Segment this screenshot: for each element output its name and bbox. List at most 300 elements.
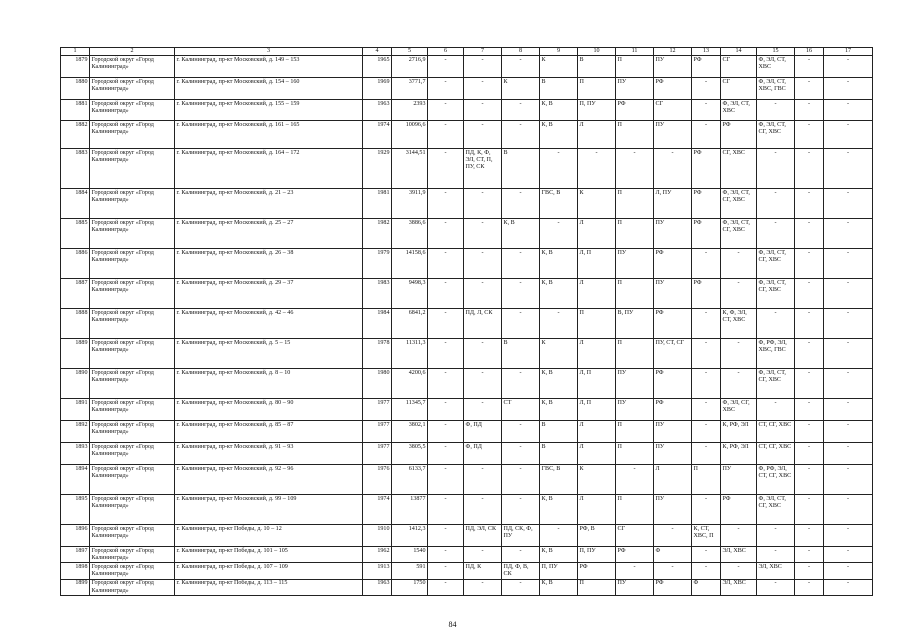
table-cell: - <box>464 219 502 249</box>
table-cell: Городской округ «Город Калининград» <box>90 525 175 547</box>
table-cell: Городской округ «Город Калининград» <box>90 547 175 563</box>
table-cell: - <box>692 495 721 525</box>
table-cell: г. Калининград, пр-кт Московский, д. 25 – 27 <box>175 219 363 249</box>
table-cell: - <box>464 399 502 421</box>
table-cell: - <box>502 495 540 525</box>
table-cell: - <box>757 309 795 339</box>
table-cell: ПУ <box>654 279 692 309</box>
table-cell: ПД, Ф, В, СК <box>502 563 540 579</box>
table-cell: - <box>540 309 578 339</box>
table-row <box>61 563 873 579</box>
table-cell: - <box>795 78 824 100</box>
table-cell: - <box>692 249 721 279</box>
table-cell: Городской округ «Город Калининград» <box>90 249 175 279</box>
table-cell: 1974 <box>363 495 392 525</box>
table-cell: - <box>824 56 873 78</box>
table-cell: 1897 <box>61 547 90 563</box>
table-row <box>61 249 873 279</box>
table-cell: 3886,6 <box>392 219 428 249</box>
table-cell: - <box>692 421 721 443</box>
table-cell: - <box>502 121 540 149</box>
table-cell: 1880 <box>61 78 90 100</box>
table-cell: 1978 <box>363 339 392 369</box>
table-cell: Л <box>578 443 616 465</box>
table-cell: 11345,7 <box>392 399 428 421</box>
table-cell: 1965 <box>363 56 392 78</box>
table-cell: - <box>795 279 824 309</box>
table-cell: - <box>616 149 654 189</box>
table-cell: СТ <box>502 399 540 421</box>
table-cell: - <box>502 465 540 495</box>
table-cell: Л, П <box>578 249 616 279</box>
table-cell: - <box>464 100 502 121</box>
table-cell: 1895 <box>61 495 90 525</box>
table-row <box>61 421 873 443</box>
table-cell: Городской округ «Город Калининград» <box>90 219 175 249</box>
table-cell: - <box>616 465 654 495</box>
table-cell: 1984 <box>363 309 392 339</box>
table-cell: Ф, ЭЛ, СТ, СГ, ХВС <box>757 495 795 525</box>
table-cell: 1969 <box>363 78 392 100</box>
table-cell: ПД, ЭЛ, СК <box>464 525 502 547</box>
table-cell: - <box>464 465 502 495</box>
table-cell: - <box>692 399 721 421</box>
table-cell: К, В <box>540 369 578 399</box>
table-cell: 1981 <box>363 189 392 219</box>
table-cell: СГ <box>616 525 654 547</box>
table-cell: - <box>428 309 464 339</box>
table-cell: 1884 <box>61 189 90 219</box>
table-cell: 1891 <box>61 399 90 421</box>
table-row <box>61 149 873 189</box>
table-cell: - <box>795 421 824 443</box>
table-cell: В <box>540 443 578 465</box>
table-cell: СГ, ХВС <box>721 149 757 189</box>
table-cell: - <box>654 563 692 579</box>
table-cell: Л <box>578 279 616 309</box>
table-cell: - <box>721 525 757 547</box>
table-cell: СГ <box>721 56 757 78</box>
table-cell: П <box>616 279 654 309</box>
table-cell: - <box>428 525 464 547</box>
table-cell: К <box>578 189 616 219</box>
table-cell: Ф, ЭЛ, СТ, СГ, ХВС <box>757 249 795 279</box>
table-cell: Ф, ЭЛ, СТ, ХВС <box>757 56 795 78</box>
table-cell: ГВС, В <box>540 189 578 219</box>
table-cell: - <box>795 495 824 525</box>
table-cell: 1976 <box>363 465 392 495</box>
table-cell: - <box>616 563 654 579</box>
table-cell: К, В <box>540 100 578 121</box>
table-cell: 1899 <box>61 579 90 595</box>
table-cell: Городской округ «Город Калининград» <box>90 369 175 399</box>
table-cell: ЭЛ, ХВС <box>721 547 757 563</box>
table-cell: 1982 <box>363 219 392 249</box>
table-cell: - <box>502 579 540 595</box>
table-cell: - <box>795 219 824 249</box>
table-cell: РФ <box>616 100 654 121</box>
table-cell: 1974 <box>363 121 392 149</box>
table-cell: - <box>757 547 795 563</box>
table-cell: ЭЛ, ХВС <box>721 579 757 595</box>
table-cell: г. Калининград, пр-кт Московский, д. 164 – 172 <box>175 149 363 189</box>
table-cell: - <box>464 495 502 525</box>
table-cell: - <box>428 547 464 563</box>
table-cell: 1892 <box>61 421 90 443</box>
table-cell: Л, ПУ <box>654 189 692 219</box>
table-cell: - <box>795 465 824 495</box>
table-cell: 1977 <box>363 443 392 465</box>
table-cell: - <box>428 249 464 279</box>
table-cell: - <box>428 100 464 121</box>
table-cell: - <box>824 121 873 149</box>
table-cell: - <box>428 579 464 595</box>
table-cell: П, ПУ <box>578 100 616 121</box>
table-cell: 3802,1 <box>392 421 428 443</box>
table-cell: СГ <box>654 100 692 121</box>
table-cell: - <box>757 579 795 595</box>
table-cell: 3805,5 <box>392 443 428 465</box>
table-cell: 3911,9 <box>392 189 428 219</box>
table-cell: - <box>824 399 873 421</box>
table-cell: К, РФ, ЭЛ <box>721 443 757 465</box>
table-cell: 1898 <box>61 563 90 579</box>
table-cell: - <box>428 279 464 309</box>
table-cell: Л, П <box>578 399 616 421</box>
table-cell: - <box>795 100 824 121</box>
table-cell: г. Калининград, пр-кт Московский, д. 149 – 153 <box>175 56 363 78</box>
table-cell: - <box>502 249 540 279</box>
table-row <box>61 339 873 369</box>
table-cell: - <box>757 189 795 219</box>
table-cell: 1881 <box>61 100 90 121</box>
table-cell: - <box>692 100 721 121</box>
table-cell: г. Калининград, пр-кт Московский, д. 21 – 23 <box>175 189 363 219</box>
table-row <box>61 56 873 78</box>
table-cell: К, В <box>540 121 578 149</box>
table-cell: - <box>757 149 795 189</box>
table-cell: 1894 <box>61 465 90 495</box>
table-cell: - <box>824 249 873 279</box>
table-cell: - <box>824 525 873 547</box>
column-header: 4 <box>363 48 392 56</box>
table-cell: 9498,3 <box>392 279 428 309</box>
table-cell: 1983 <box>363 279 392 309</box>
table-cell: г. Калининград, пр-кт Московский, д. 42 – 46 <box>175 309 363 339</box>
table-cell: РФ <box>692 56 721 78</box>
table-row <box>61 495 873 525</box>
table-cell: П <box>578 78 616 100</box>
table-cell: П <box>616 443 654 465</box>
table-cell: ПУ <box>616 579 654 595</box>
table-cell: - <box>502 309 540 339</box>
table-cell: - <box>824 443 873 465</box>
table-cell: Ф, ЭЛ, СТ, ХВС <box>721 100 757 121</box>
table-cell: - <box>428 56 464 78</box>
column-header: 7 <box>464 48 502 56</box>
table-cell: г. Калининград, пр-кт Победы, д. 113 – 115 <box>175 579 363 595</box>
table-cell: 591 <box>392 563 428 579</box>
table-cell: ПД, СК, Ф, ПУ <box>502 525 540 547</box>
table-cell: г. Калининград, пр-кт Московский, д. 29 – 37 <box>175 279 363 309</box>
table-cell: РФ <box>721 121 757 149</box>
table-cell: - <box>428 121 464 149</box>
table-cell: К, В <box>540 249 578 279</box>
table-cell: ГВС, В <box>540 465 578 495</box>
table-cell: - <box>795 189 824 219</box>
table-cell: СТ, СГ, ХВС <box>757 443 795 465</box>
table-cell: г. Калининград, пр-кт Московский, д. 155 – 159 <box>175 100 363 121</box>
table-cell: Ф <box>654 547 692 563</box>
table-cell: В <box>502 339 540 369</box>
table-cell: - <box>464 249 502 279</box>
table-row <box>61 279 873 309</box>
table-cell: - <box>795 121 824 149</box>
table-cell: - <box>824 309 873 339</box>
table-cell: В <box>540 78 578 100</box>
table-cell: 1980 <box>363 369 392 399</box>
table-cell: Городской округ «Город Калининград» <box>90 279 175 309</box>
table-cell: К <box>540 339 578 369</box>
table-cell: г. Калининград, пр-кт Московский, д. 85 – 87 <box>175 421 363 443</box>
table-cell: П, ПУ <box>540 563 578 579</box>
column-header: 15 <box>757 48 795 56</box>
table-cell: - <box>502 56 540 78</box>
table-cell: - <box>757 399 795 421</box>
table-row <box>61 309 873 339</box>
table-cell: 1977 <box>363 421 392 443</box>
table-cell: 4200,6 <box>392 369 428 399</box>
table-cell: В <box>540 421 578 443</box>
table-cell: РФ <box>654 399 692 421</box>
table-cell: 1963 <box>363 100 392 121</box>
table-cell: 1750 <box>392 579 428 595</box>
table-cell: - <box>502 279 540 309</box>
table-cell: 1540 <box>392 547 428 563</box>
table-cell: Ф <box>692 579 721 595</box>
table-cell: ПУ <box>616 249 654 279</box>
table-cell: - <box>502 369 540 399</box>
table-cell: К <box>502 78 540 100</box>
table-cell: ПУ <box>654 56 692 78</box>
table-cell: К, В <box>540 579 578 595</box>
table-cell: - <box>721 339 757 369</box>
table-cell: ПУ <box>654 421 692 443</box>
column-header: 2 <box>90 48 175 56</box>
table-cell: - <box>540 149 578 189</box>
table-cell: - <box>795 249 824 279</box>
table-cell: - <box>757 525 795 547</box>
table-row <box>61 465 873 495</box>
table-cell: ПУ <box>654 219 692 249</box>
table-cell: К, В <box>502 219 540 249</box>
table-cell: СТ, СГ, ХВС <box>757 421 795 443</box>
table-cell: Л <box>578 121 616 149</box>
table-cell: - <box>692 121 721 149</box>
table-cell: - <box>502 443 540 465</box>
table-cell: - <box>502 547 540 563</box>
table-cell: - <box>824 219 873 249</box>
table-cell: СГ <box>721 78 757 100</box>
table-row <box>61 399 873 421</box>
table-row <box>61 547 873 563</box>
table-cell: - <box>428 339 464 369</box>
table-cell: 6841,2 <box>392 309 428 339</box>
column-header: 17 <box>824 48 873 56</box>
table-cell: П <box>692 465 721 495</box>
table-cell: г. Калининград, пр-кт Московский, д. 99 – 109 <box>175 495 363 525</box>
table-cell: Л <box>578 339 616 369</box>
table-cell: - <box>692 339 721 369</box>
table-cell: - <box>428 563 464 579</box>
column-header: 11 <box>616 48 654 56</box>
table-cell: 1913 <box>363 563 392 579</box>
table-cell: - <box>824 495 873 525</box>
table-cell: - <box>428 189 464 219</box>
table-row <box>61 525 873 547</box>
table-cell: - <box>824 547 873 563</box>
table-cell: ПД, Л, СК <box>464 309 502 339</box>
table-cell: К, РФ, ЭЛ <box>721 421 757 443</box>
table-cell: Городской округ «Город Калининград» <box>90 579 175 595</box>
column-header: 6 <box>428 48 464 56</box>
table-cell: П <box>616 121 654 149</box>
table-cell: - <box>795 399 824 421</box>
table-cell: 11311,3 <box>392 339 428 369</box>
table-cell: РФ <box>654 579 692 595</box>
table-cell: - <box>692 563 721 579</box>
table-cell: - <box>428 149 464 189</box>
table-cell: - <box>824 100 873 121</box>
table-cell: Ф, ЭЛ, СТ, СГ, ХВС <box>757 121 795 149</box>
table-cell: - <box>824 279 873 309</box>
table-cell: - <box>721 369 757 399</box>
table-cell: 1979 <box>363 249 392 279</box>
table-cell: РФ, В <box>578 525 616 547</box>
table-cell: Л <box>654 465 692 495</box>
table-cell: - <box>795 369 824 399</box>
table-cell: К <box>578 465 616 495</box>
table-cell: Ф, РФ, ЭЛ, ХВС, ГВС <box>757 339 795 369</box>
table-cell: П <box>616 495 654 525</box>
table-cell: ПУ <box>721 465 757 495</box>
table-row <box>61 369 873 399</box>
table-cell: - <box>795 309 824 339</box>
table-cell: - <box>428 219 464 249</box>
table-cell: П <box>578 309 616 339</box>
table-cell: г. Калининград, пр-кт Победы, д. 101 – 105 <box>175 547 363 563</box>
table-cell: П <box>616 339 654 369</box>
table-cell: РФ <box>692 189 721 219</box>
table-cell: Ф, РФ, ЭЛ, СТ, СГ, ХВС <box>757 465 795 495</box>
table-cell: - <box>464 547 502 563</box>
table-cell: П <box>616 189 654 219</box>
table-cell: РФ <box>654 369 692 399</box>
table-cell: - <box>654 525 692 547</box>
table-cell: ПУ <box>654 443 692 465</box>
table-cell: 10096,6 <box>392 121 428 149</box>
table-cell: РФ <box>692 279 721 309</box>
table-cell: П <box>616 56 654 78</box>
table-cell: - <box>428 399 464 421</box>
table-cell: К, В <box>540 279 578 309</box>
table-cell: 1887 <box>61 279 90 309</box>
table-cell: г. Калининград, пр-кт Победы, д. 10 – 12 <box>175 525 363 547</box>
table-cell: - <box>692 443 721 465</box>
table-cell: - <box>824 149 873 189</box>
table-cell: ЭЛ, ХВС <box>757 563 795 579</box>
table-cell: 1977 <box>363 399 392 421</box>
table-cell: Городской округ «Город Калининград» <box>90 339 175 369</box>
table-cell: 1885 <box>61 219 90 249</box>
table-cell: - <box>428 421 464 443</box>
table-cell: Ф, ПД <box>464 443 502 465</box>
table-cell: П <box>616 219 654 249</box>
table-cell: Ф, ПД <box>464 421 502 443</box>
column-header: 12 <box>654 48 692 56</box>
table-cell: Ф, ЭЛ, СГ, ХВС <box>721 399 757 421</box>
table-cell: - <box>654 149 692 189</box>
table-cell: 14158,6 <box>392 249 428 279</box>
table-cell: 6133,7 <box>392 465 428 495</box>
table-row <box>61 579 873 595</box>
table-cell: П <box>578 579 616 595</box>
column-header: 14 <box>721 48 757 56</box>
table-cell: 1883 <box>61 149 90 189</box>
table-cell: Городской округ «Город Калининград» <box>90 100 175 121</box>
table-row <box>61 443 873 465</box>
table-cell: - <box>721 563 757 579</box>
housing-register-table <box>60 47 873 596</box>
table-cell: Городской округ «Город Калининград» <box>90 56 175 78</box>
table-cell: Ф, ЭЛ, СТ, СГ, ХВС <box>721 219 757 249</box>
table-cell: - <box>502 189 540 219</box>
table-cell: - <box>464 279 502 309</box>
table-cell: РФ <box>616 547 654 563</box>
table-cell: РФ <box>654 78 692 100</box>
table-cell: Ф, ЭЛ, СТ, ХВС, ГВС <box>757 78 795 100</box>
table-cell: - <box>795 579 824 595</box>
table-cell: Ф, ЭЛ, СТ, СГ, ХВС <box>757 369 795 399</box>
column-header: 13 <box>692 48 721 56</box>
table-cell: Л <box>578 219 616 249</box>
table-cell: г. Калининград, пр-кт Московский, д. 91 – 93 <box>175 443 363 465</box>
table-cell: - <box>464 369 502 399</box>
table-cell: - <box>692 547 721 563</box>
table-cell: 1962 <box>363 547 392 563</box>
table-cell: - <box>502 421 540 443</box>
table-cell: - <box>795 563 824 579</box>
page-number: 84 <box>448 620 457 629</box>
table-cell: - <box>795 149 824 189</box>
column-header: 16 <box>795 48 824 56</box>
table-cell: РФ <box>578 563 616 579</box>
table-cell: - <box>540 525 578 547</box>
column-header: 9 <box>540 48 578 56</box>
table-body <box>61 56 873 596</box>
table-cell: - <box>795 525 824 547</box>
table-cell: Городской округ «Город Калининград» <box>90 465 175 495</box>
table-cell: - <box>721 249 757 279</box>
column-header: 1 <box>61 48 90 56</box>
table-cell: К, СТ, ХВС, П <box>692 525 721 547</box>
table-cell: - <box>824 78 873 100</box>
table-cell: - <box>692 309 721 339</box>
table-cell: ПД, К <box>464 563 502 579</box>
table-cell: Городской округ «Город Калининград» <box>90 121 175 149</box>
table-cell: Городской округ «Город Калининград» <box>90 495 175 525</box>
table-cell: - <box>795 339 824 369</box>
